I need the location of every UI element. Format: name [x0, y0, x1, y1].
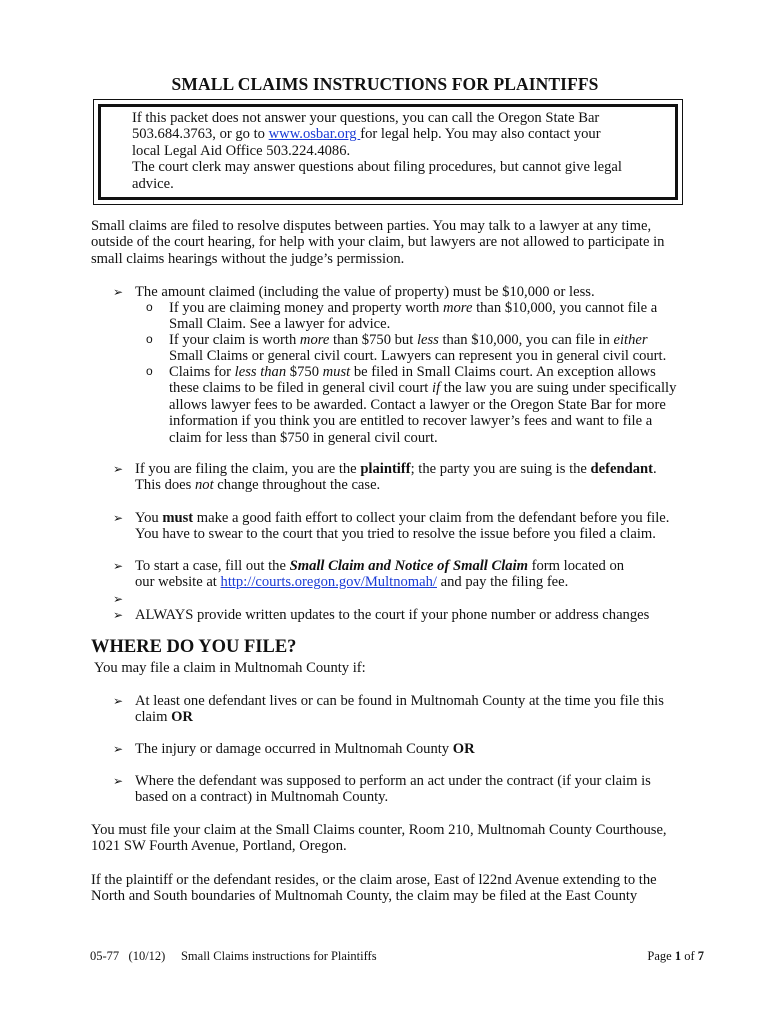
document-page: SMALL CLAIMS INSTRUCTIONS FOR PLAINTIFFS If this packet does not answer your questions, you can call the Oregon State Bar 503.684.3763, or go to www.osbar.org for legal help. You may also contact your local Legal Aid Office 503.224.4086. The court clerk may answer questions about filing procedures, but cannot give legal advice. Small claims are filed to resolve disputes between parties. You may talk to a lawyer at any time, outside of the court hearing, for help with your claim, but lawyers are not allowed to participate in small claims hearings without the judge’s permission. ➢ The amount claimed (including the value of property) must be $10,000 or less. o If you are claiming money and property worth more than $10,000, you cannot file a Small Claim. See a lawyer for advice. o If your claim is worth more than $750 but less than $10,000, you can file in either Small Claims or general civil court. Lawyers can represent you in general civil court. o Claims for less than $750 must be filed in Small Claims court. An exception allows these claims to be filed in general civil court if the law you are suing under specifically allows lawyer fees to be awarded. Contact a lawyer or the Oregon State Bar for more information if you think you are entitled to recover lawyer’s fees and want to file a claim for less than $750 in general civil court. ➢ If you are filing the claim, you are the plaintiff; the party you are suing is the defendant. This does not change throughout the case. ➢ You must make a good faith effort to collect your claim from the defendant before you file. You have to swear to the court that you tried to resolve the issue before you filed a claim. ➢ To start a case, fill out the Small Claim and Notice of Small Claim form located on our website at http://courts.oregon.gov/Multnomah/ and pay the filing fee. ➢ ➢ ALWAYS provide written updates to the court if your phone number or address changes WHERE DO YOU FILE? You may file a claim in Multnomah County if: ➢ At least one defendant lives or can be found in Multnomah County at the time you file this claim OR ➢ The injury or damage occurred in Multnomah County OR ➢ Where the defendant was supposed to perform an act under the contract (if your claim is based on a contract) in Multnomah County. You must file your claim at the Small Claims counter, Room 210, Multnomah County Courthouse, 1021 SW Fourth Avenue, Portland, Oregon. If the plaintiff or the defendant resides, or the claim arose, East of l22nd Avenue extending to the North and South boundaries of Multnomah County, the claim may be filed at the East County 05-77 (10/12) Small Claims instructions for Plaintiffs Page 1 of 7	[90, 74, 704, 963]
notice-line: If this packet does not answer your questions, you can call the Oregon State Bar	[132, 110, 600, 126]
arrow-bullet-icon: ➢	[113, 694, 124, 708]
section-heading: WHERE DO YOU FILE?	[91, 637, 297, 657]
court-website-link[interactable]: http://courts.oregon.gov/Multnomah/	[220, 574, 437, 591]
circle-bullet-icon: o	[146, 364, 153, 378]
footer-page-number: Page 1 of 7	[647, 949, 704, 963]
notice-line: 503.684.3763, or go to www.osbar.org for legal help. You may also contact your	[132, 126, 601, 143]
east-county-paragraph: If the plaintiff or the defendant resides, or the claim arose, East of l22nd Avenue extending to the North and South boundaries of Multnomah County, the claim may be filed at the East County	[91, 872, 657, 905]
arrow-bullet-icon: ➢	[113, 608, 124, 622]
circle-bullet-icon: o	[146, 300, 153, 314]
intro-paragraph: Small claims are filed to resolve disputes between parties. You may talk to a lawyer at any time, outside of the court hearing, for help with your claim, but lawyers are not allowed to participate in small claims hearings without the judge’s permission.	[91, 218, 665, 267]
notice-box-inner	[98, 104, 678, 200]
arrow-bullet-icon: ➢	[113, 592, 124, 606]
filing-location-paragraph: You must file your claim at the Small Claims counter, Room 210, Multnomah County Courthouse, 1021 SW Fourth Avenue, Portland, Oregon.	[91, 822, 667, 855]
arrow-bullet-icon: ➢	[113, 462, 124, 476]
section-subheading: You may file a claim in Multnomah County if:	[94, 660, 366, 676]
notice-line: The court clerk may answer questions about filing procedures, but cannot give legal	[132, 159, 622, 176]
circle-bullet-icon: o	[146, 332, 153, 346]
notice-line: advice.	[132, 175, 174, 192]
arrow-bullet-icon: ➢	[113, 511, 124, 525]
footer-form-info: 05-77 (10/12) Small Claims instructions for Plaintiffs	[90, 949, 377, 963]
notice-line: local Legal Aid Office 503.224.4086.	[132, 142, 351, 159]
osbar-link[interactable]: www.osbar.org	[268, 126, 361, 143]
notice-box	[93, 99, 683, 205]
arrow-bullet-icon: ➢	[113, 774, 124, 788]
arrow-bullet-icon: ➢	[113, 285, 124, 299]
arrow-bullet-icon: ➢	[113, 742, 124, 756]
arrow-bullet-icon: ➢	[113, 559, 124, 573]
page-title: SMALL CLAIMS INSTRUCTIONS FOR PLAINTIFFS	[171, 74, 599, 94]
